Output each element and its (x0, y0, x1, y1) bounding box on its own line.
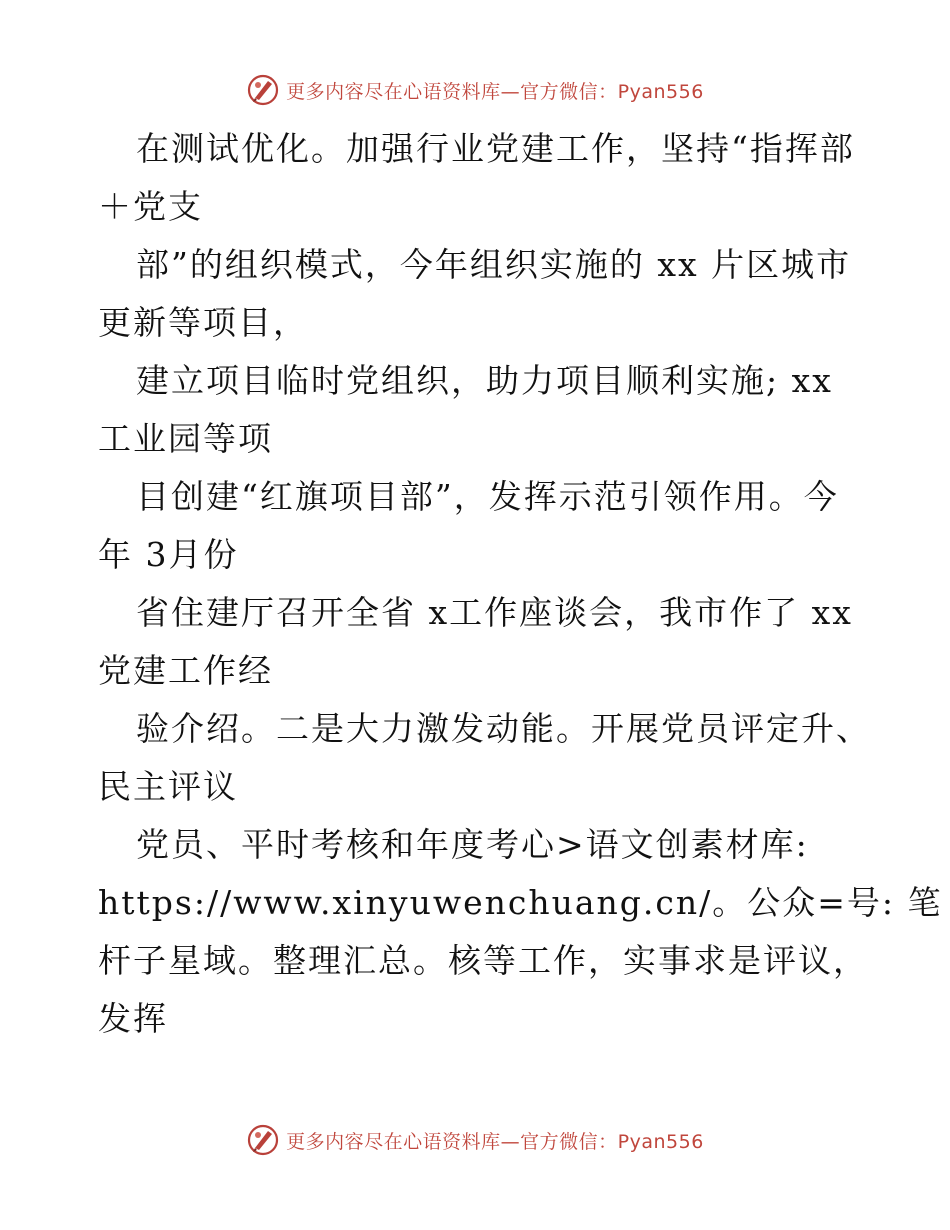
paragraph-line: ＋党支 (98, 187, 203, 226)
footer-banner (0, 1120, 950, 1160)
paragraph-line: 省住建厅召开全省 x工作座谈会，我市作了 xx (136, 593, 853, 632)
paragraph-line: 民主评议 (98, 767, 238, 806)
paragraph-line: 党建工作经 (98, 651, 273, 690)
paragraph-line: 目创建“红旗项目部”，发挥示范引领作用。今 (136, 477, 839, 516)
paragraph-line: 党员、平时考核和年度考心>语文创素材库: (136, 825, 809, 864)
paragraph-line: 年 3月份 (98, 535, 239, 574)
quill-logo-icon (246, 73, 280, 107)
paragraph-line: 在测试优化。加强行业党建工作，坚持“指挥部 (136, 129, 855, 168)
quill-logo-icon (246, 1123, 280, 1157)
paragraph-line: 杆子星域。整理汇总。核等工作，实事求是评议， (98, 941, 868, 980)
header-banner (0, 70, 950, 110)
paragraph-line: 验介绍。二是大力激发动能。开展党员评定升、 (136, 709, 871, 748)
paragraph-line: 部”的组织模式，今年组织实施的 xx 片区城市 (136, 245, 852, 284)
paragraph-line: 建立项目临时党组织，助力项目顺利实施; xx (136, 361, 833, 400)
footer-banner-text: 更多内容尽在心语资料库—官方微信：Pyan556 (286, 1130, 704, 1153)
header-banner-text: 更多内容尽在心语资料库—官方微信：Pyan556 (286, 80, 704, 103)
paragraph-line: 发挥 (98, 999, 168, 1038)
paragraph-line: https://www.xinyuwenchuang.cn/。公众=号: 笔 (98, 883, 943, 922)
paragraph-line: 工业园等项 (98, 419, 273, 458)
paragraph-line: 更新等项目， (98, 303, 308, 342)
document-body (98, 120, 943, 1048)
